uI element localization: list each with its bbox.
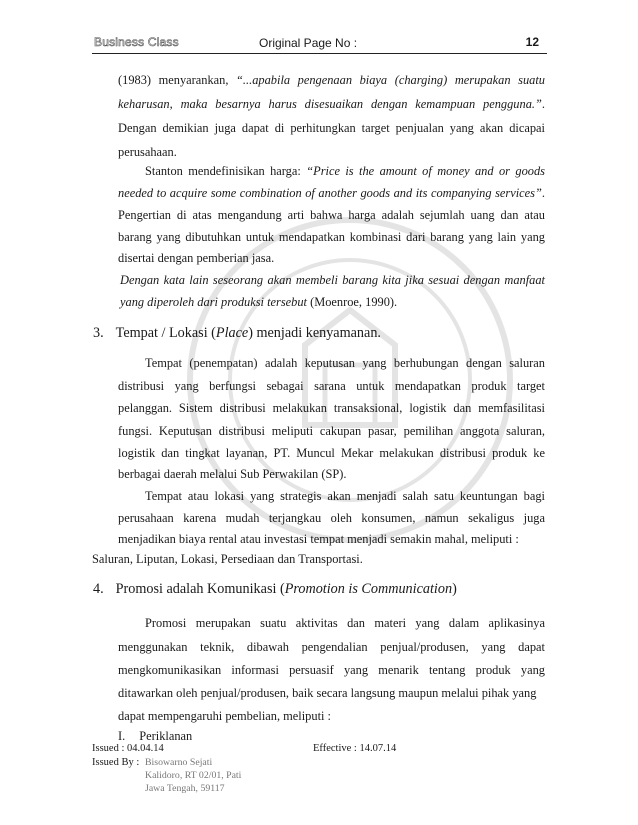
body-line: perusahaan. [118, 145, 177, 159]
body-line: (1983) menyarankan, “...apabila pengenaan biaya (charging) merupakan suatu [118, 73, 545, 87]
list-item [118, 728, 192, 744]
body-line: Stanton mendefinisikan harga: “Price is the amount of money and or goods [145, 164, 546, 178]
body-line: disertai dengan pemberian jasa. [118, 251, 275, 265]
issuer-name: Bisowarno Sejati [145, 757, 213, 768]
page-number: 12 [525, 35, 539, 49]
page-header [92, 33, 547, 54]
issuer-address-line-2: Jawa Tengah, 59117 [145, 783, 225, 794]
body-line: keharusan, maka besarnya harus disesuaikan dengan kemampuan pengguna.”. [118, 97, 545, 111]
body-line: Saluran, Liputan, Lokasi, Persediaan dan Transportasi. [92, 552, 363, 566]
list-item-marker: I. [118, 729, 126, 743]
issued-by-label: Issued By : [92, 757, 140, 768]
body-line: perusahaan karena mudah terjangkau oleh konsumen, namun sekaligus juga [118, 511, 545, 525]
body-line: Tempat (penempatan) adalah keputusan yang berhubungan dengan saluran [145, 356, 545, 370]
body-line: Dengan kata lain seseorang akan membeli barang kita jika sesuai dengan manfaat [120, 273, 545, 287]
issued-date: Issued : 04.04.14 [92, 743, 164, 754]
body-line: menggunakan teknik, dibawah pengendalian penjual/produsen, yang dapat [118, 640, 545, 654]
body-line: barang yang dibutuhkan untuk mendapatkan kombinasi dari barang yang lain yang [118, 230, 545, 244]
body-line: ditawarkan oleh penjual/produsen, baik secara langsung maupun melalui pihak yang [118, 686, 537, 700]
body-line: fungsi. Keputusan distribusi meliputi cakupan pasar, pemilihan anggota saluran, [118, 424, 545, 438]
body-line: yang diperoleh dari produksi tersebut (Moenroe, 1990). [120, 295, 398, 309]
body-line: menjadikan biaya rental atau investasi tempat menjadi semakin mahal, meliputi : [118, 532, 519, 546]
body-line: Dengan demikian juga dapat di perhitungkan target penjualan yang akan dicapai [118, 121, 545, 135]
body-line: dapat mempengaruhi pembelian, meliputi : [118, 709, 331, 723]
original-page-label: Original Page No : [259, 36, 358, 50]
section-heading-4: 4. Promosi adalah Komunikasi (Promotion is Communication) [93, 581, 457, 597]
issuer-address-line-1: Kalidoro, RT 02/01, Pati [145, 770, 242, 781]
body-line: Pengertian di atas mengandung arti bahwa harga adalah sejumlah uang dan atau [118, 208, 545, 222]
list-item-label: Periklanan [139, 729, 193, 743]
brand-logo-text: Business Class [94, 35, 179, 49]
section-heading-3: 3. Tempat / Lokasi (Place) menjadi kenyamanan. [93, 325, 381, 341]
body-line: distribusi yang berfungsi sebagai sarana untuk mendapatkan produk target [118, 379, 545, 393]
body-line: Tempat atau lokasi yang strategis akan menjadi salah satu keuntungan bagi [145, 489, 545, 503]
body-line: logistik dan tingkat layanan, PT. Muncul Mekar melakukan distribusi produk ke [118, 446, 545, 460]
body-line: mengkomunikasikan informasi persuasif yang menarik tentang produk yang [118, 663, 545, 677]
body-line: pelanggan. Sistem distribusi melakukan transaksional, logistik dan memfasilitasi [118, 401, 545, 415]
body-line: needed to acquire some combination of another goods and its companying services”. [118, 186, 545, 200]
body-line: Promosi merupakan suatu aktivitas dan materi yang dalam aplikasinya [145, 616, 545, 630]
effective-date: Effective : 14.07.14 [313, 743, 397, 754]
body-line: berbagai daerah melalui Sub Perwakilan (SP). [118, 467, 347, 481]
